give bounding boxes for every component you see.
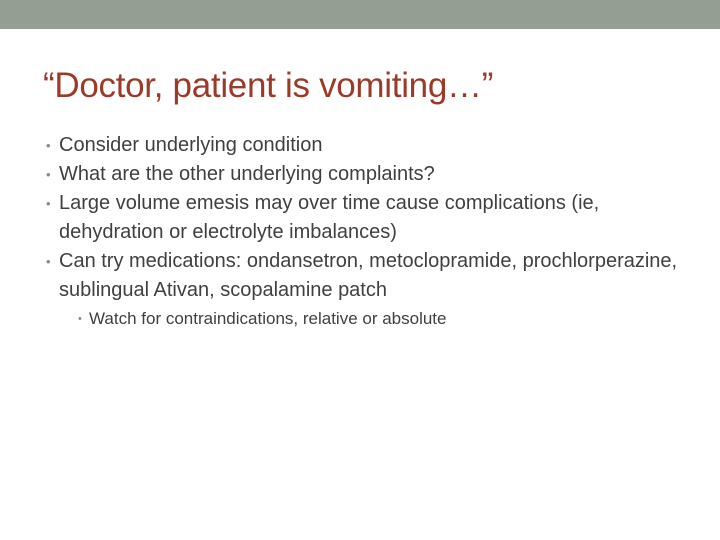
bullet-dot-icon: •	[46, 196, 51, 211]
bullet-item	[48, 247, 698, 331]
bullet-text: Large volume emesis may over time cause complications (ie, dehydration or electrolyte imbalances)	[59, 192, 600, 243]
sub-bullet-dot-icon: •	[78, 313, 82, 325]
bullet-item	[48, 160, 698, 189]
bullet-list	[48, 131, 698, 331]
bullet-text: What are the other underlying complaints?	[59, 163, 435, 185]
sub-bullet-list	[59, 307, 698, 331]
sub-bullet-text: Watch for contraindications, relative or absolute	[89, 309, 447, 328]
bullet-item	[48, 189, 698, 247]
bullet-item	[48, 131, 698, 160]
top-accent-band	[0, 0, 720, 29]
sub-bullet-item	[78, 307, 698, 331]
slide-title: “Doctor, patient is vomiting…”	[43, 66, 494, 105]
bullet-dot-icon: •	[46, 138, 51, 153]
bullet-dot-icon: •	[46, 167, 51, 182]
bullet-text: Consider underlying condition	[59, 134, 323, 156]
bullet-text: Can try medications: ondansetron, metoclopramide, prochlorperazine, sublingual Ativan, scopalamine patch	[59, 250, 678, 301]
bullet-dot-icon: •	[46, 254, 51, 269]
